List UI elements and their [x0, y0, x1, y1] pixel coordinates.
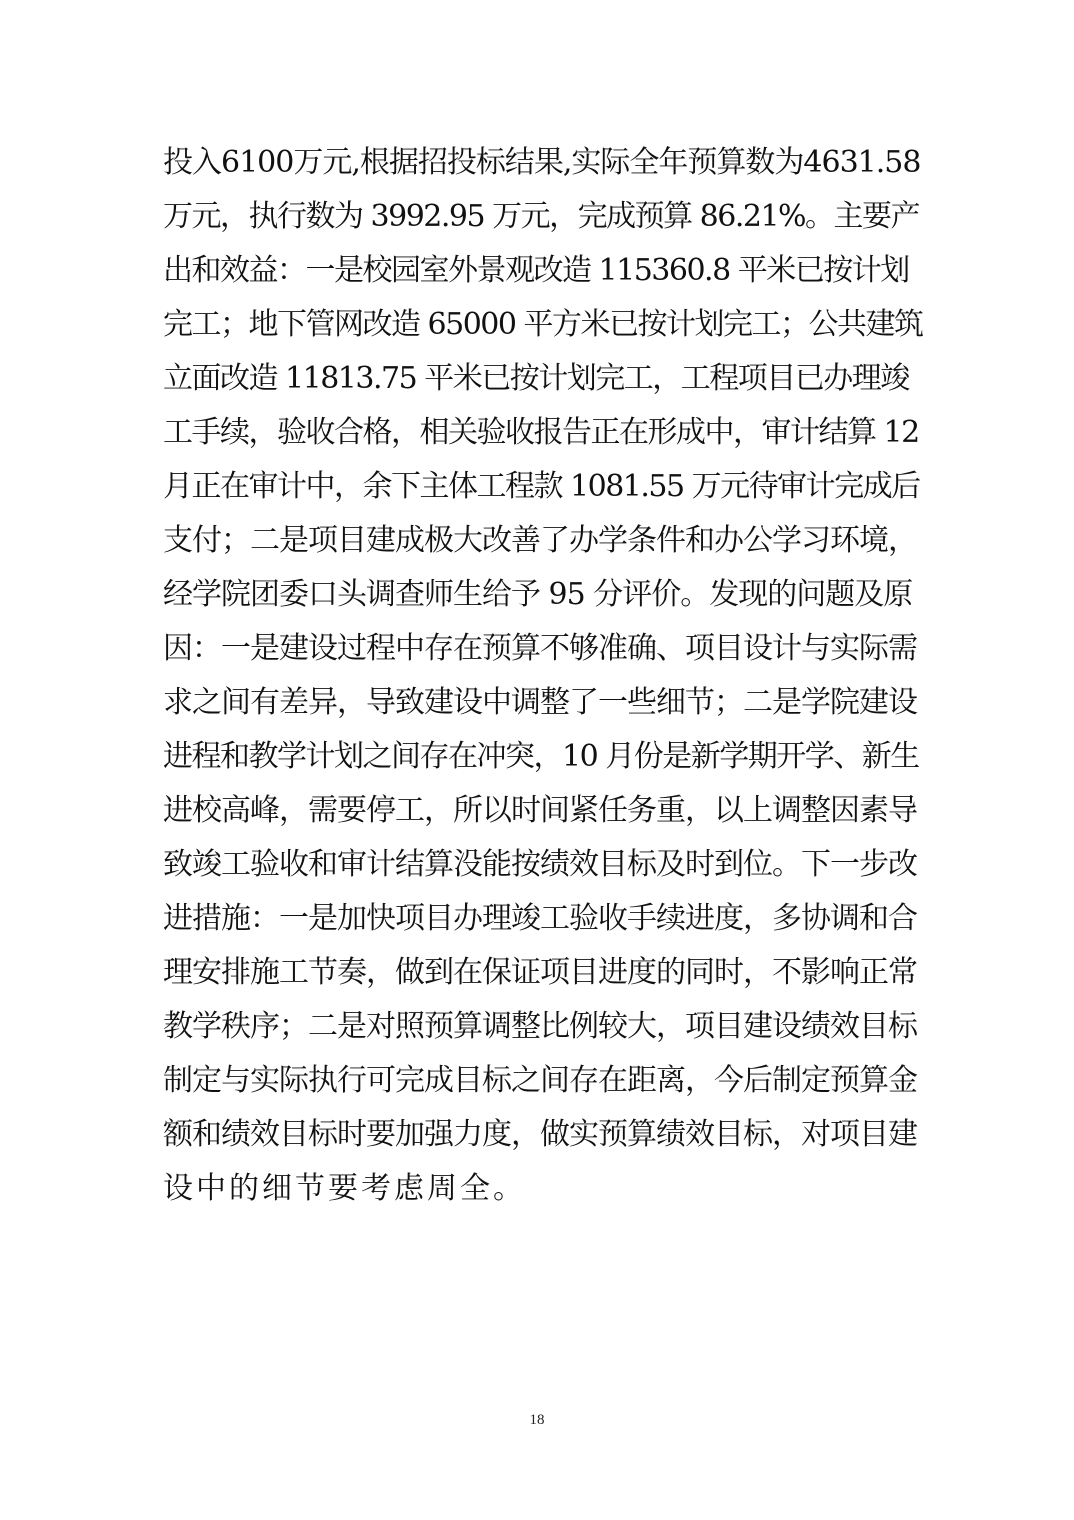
text-line: 万元，执行数为 3992.95 万元，完成预算 86.21%。主要产 — [163, 199, 920, 234]
text-line: 进措施：一是加快项目办理竣工验收手续进度，多协调和合 — [163, 901, 917, 936]
text-line: 设中的细节要考虑周全。 — [163, 1171, 526, 1206]
text-line: 进校高峰，需要停工，所以时间紧任务重，以上调整因素导 — [163, 793, 917, 828]
text-line: 额和绩效目标时要加强力度，做实预算绩效目标，对项目建 — [163, 1117, 917, 1152]
text-line: 完工；地下管网改造 65000 平方米已按计划完工；公共建筑 — [163, 307, 923, 342]
text-line: 投入6100万元,根据招投标结果,实际全年预算数为4631.58 — [163, 145, 921, 180]
text-line: 出和效益：一是校园室外景观改造 115360.8 平米已按计划 — [163, 253, 909, 288]
text-line: 经学院团委口头调查师生给予 95 分评价。发现的问题及原 — [163, 577, 913, 612]
text-line: 月正在审计中，余下主体工程款 1081.55 万元待审计完成后 — [163, 469, 920, 504]
text-line: 因：一是建设过程中存在预算不够准确、项目设计与实际需 — [163, 631, 917, 666]
text-line: 制定与实际执行可完成目标之间存在距离，今后制定预算金 — [163, 1063, 917, 1098]
text-line: 进程和教学计划之间存在冲突，10 月份是新学期开学、新生 — [163, 739, 919, 774]
text-line: 立面改造 11813.75 平米已按计划完工，工程项目已办理竣 — [163, 361, 909, 396]
text-line: 求之间有差异，导致建设中调整了一些细节；二是学院建设 — [163, 685, 917, 720]
text-line: 工手续，验收合格，相关验收报告正在形成中，审计结算 12 — [163, 415, 919, 450]
text-line: 致竣工验收和审计结算没能按绩效目标及时到位。下一步改 — [163, 847, 917, 882]
text-line: 支付；二是项目建成极大改善了办学条件和办公学习环境， — [163, 523, 917, 558]
body-paragraph — [163, 136, 923, 1216]
text-line: 理安排施工节奏，做到在保证项目进度的同时，不影响正常 — [163, 955, 917, 990]
text-line: 教学秩序；二是对照预算调整比例较大，项目建设绩效目标 — [163, 1009, 917, 1044]
page-number: 18 — [529, 1412, 545, 1428]
